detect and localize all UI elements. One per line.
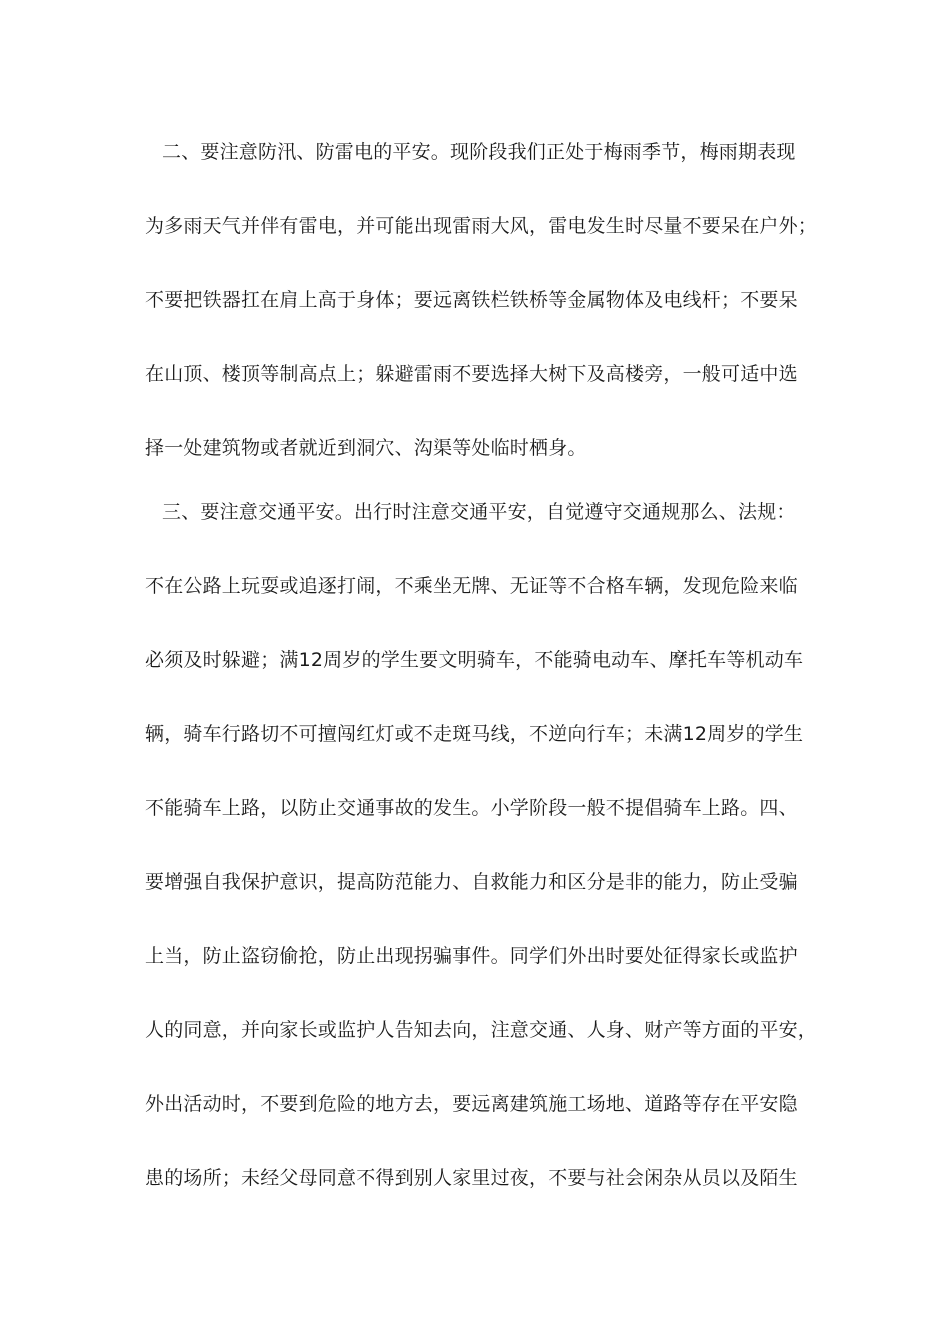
paragraph-2-line-5: 择一处建筑物或者就近到洞穴、沟渠等处临时栖身。	[145, 437, 587, 459]
paragraph-3-line-1: 三、要注意交通平安。出行时注意交通平安，自觉遵守交通规那么、法规：	[162, 501, 796, 523]
paragraph-2-line-4: 在山顶、楼顶等制高点上；躲避雷雨不要选择大树下及高楼旁，一般可适中选	[145, 363, 798, 385]
paragraph-3-line-10: 患的场所；未经父母同意不得到别人家里过夜，不要与社会闲杂从员以及陌生	[145, 1167, 798, 1189]
paragraph-3-line-7: 上当，防止盗窃偷抢，防止出现拐骗事件。同学们外出时要处征得家长或监护	[145, 945, 798, 967]
paragraph-2-line-1: 二、要注意防汛、防雷电的平安。现阶段我们正处于梅雨季节，梅雨期表现	[162, 141, 796, 163]
paragraph-3-line-8: 人的同意，并向家长或监护人告知去向，注意交通、人身、财产等方面的平安，	[145, 1019, 818, 1041]
paragraph-3-line-2: 不在公路上玩耍或追逐打闹，不乘坐无牌、无证等不合格车辆，发现危险来临	[145, 575, 798, 597]
paragraph-3-line-3: 必须及时躲避；满12周岁的学生要文明骑车，不能骑电动车、摩托车等机动车	[145, 649, 804, 671]
paragraph-2-line-2: 为多雨天气并伴有雷电，并可能出现雷雨大风，雷电发生时尽量不要呆在户外；	[145, 215, 818, 237]
paragraph-3-line-6: 要增强自我保护意识，提高防范能力、自救能力和区分是非的能力，防止受骗	[145, 871, 798, 893]
paragraph-3-line-4: 辆，骑车行路切不可擅闯红灯或不走斑马线，不逆向行车；未满12周岁的学生	[145, 723, 804, 745]
paragraph-3-line-9: 外出活动时，不要到危险的地方去，要远离建筑施工场地、道路等存在平安隐	[145, 1093, 798, 1115]
paragraph-3-line-5: 不能骑车上路，以防止交通事故的发生。小学阶段一般不提倡骑车上路。四、	[145, 797, 798, 819]
paragraph-2-line-3: 不要把铁器扛在肩上高于身体；要远离铁栏铁桥等金属物体及电线杆；不要呆	[145, 289, 798, 311]
